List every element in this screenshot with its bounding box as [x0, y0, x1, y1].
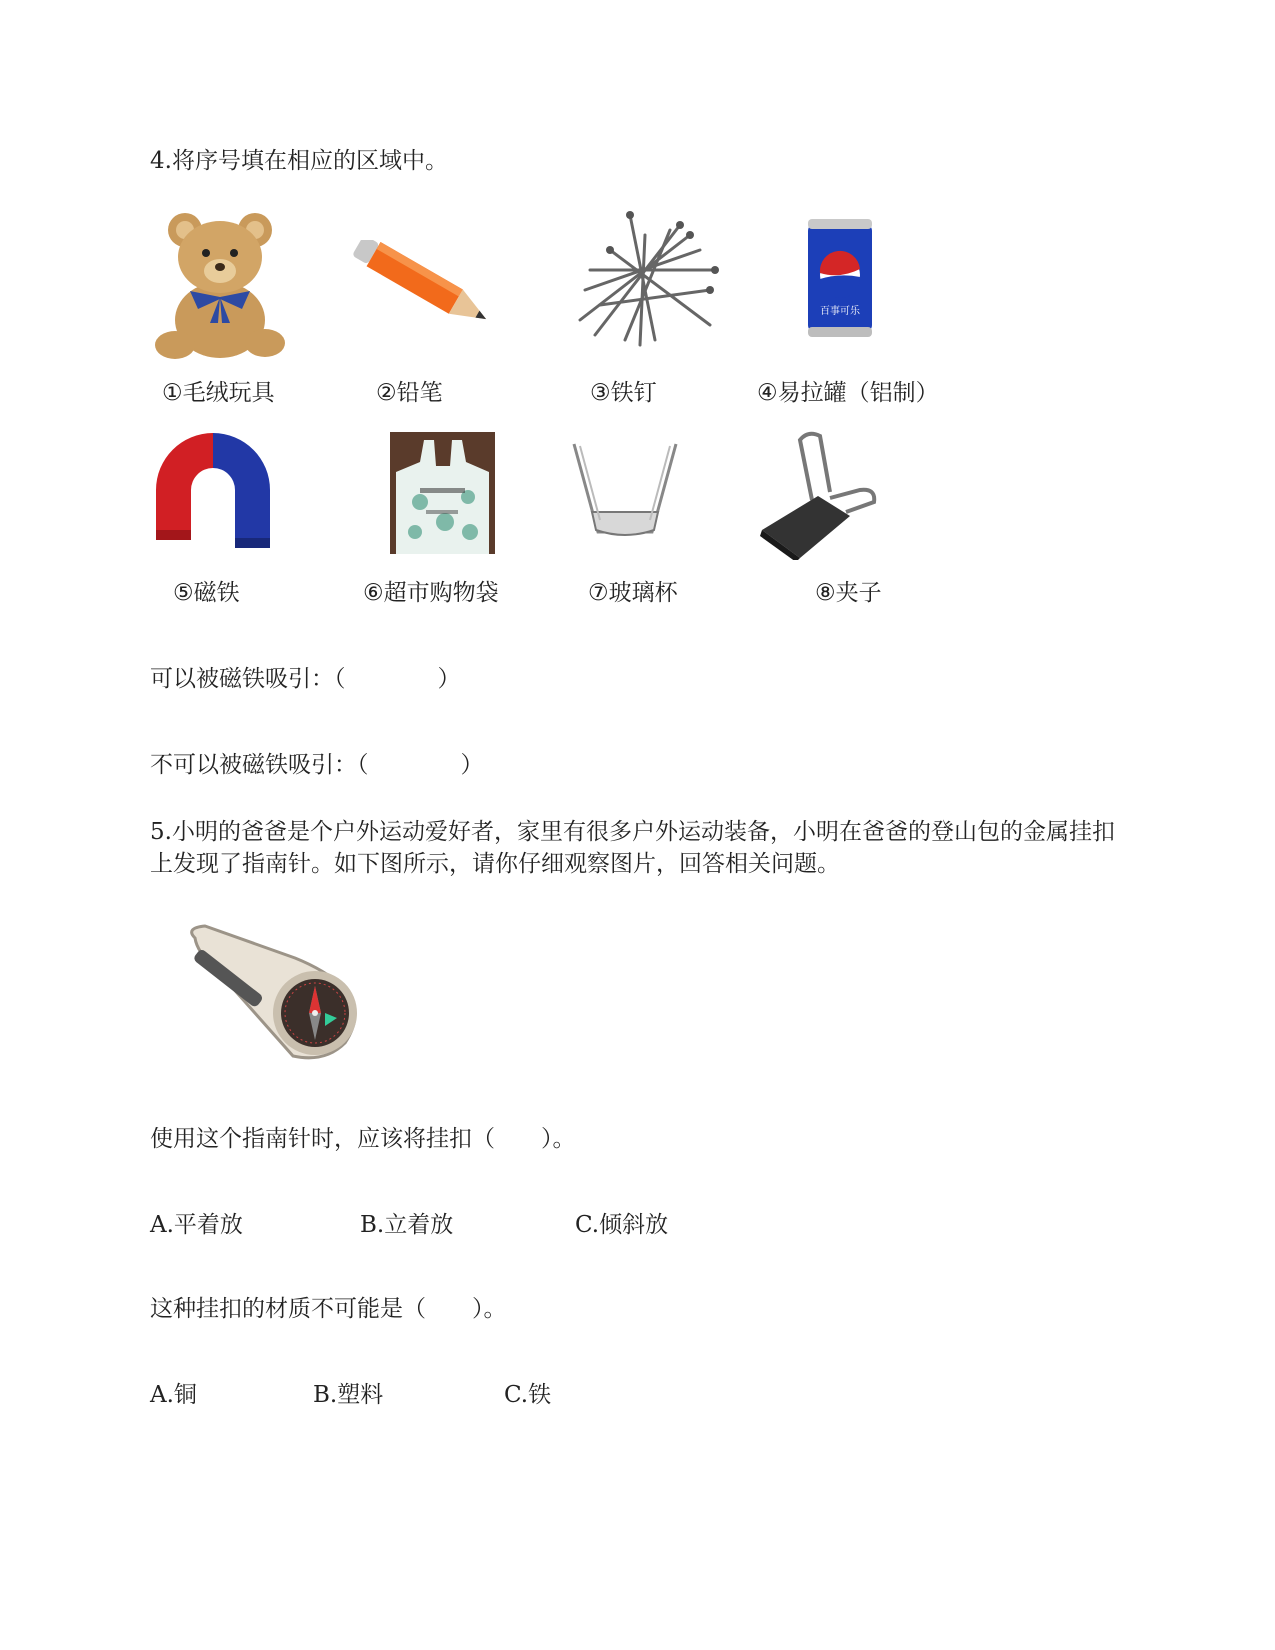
binder-clip-icon [760, 430, 880, 560]
item-label-3: ③铁钉 [590, 380, 657, 406]
soda-can-icon [800, 215, 880, 340]
item-label-6: ⑥超市购物袋 [363, 580, 499, 606]
item-label-8: ⑧夹子 [815, 580, 882, 606]
item-label-1: ①毛绒玩具 [162, 380, 275, 406]
sub2-option-a: A.铜 [150, 1382, 197, 1408]
teddy-bear-icon [150, 205, 290, 360]
glass-cup-icon [570, 440, 680, 545]
pencil-icon [345, 240, 510, 335]
question-5-intro: 5.小明的爸爸是个户外运动爱好者，家里有很多户外运动装备，小明在爸爸的登山包的金属挂扣上发现了指南针。如下图所示，请你仔细观察图片，回答相关问题。 [150, 819, 1115, 877]
sub2-option-b: B.塑料 [313, 1382, 384, 1408]
attract-answer-line: 可以被磁铁吸引：（ ） [150, 666, 461, 692]
sub1-option-a: A.平着放 [150, 1212, 243, 1238]
sub-question-1: 使用这个指南针时，应该将挂扣（ ）。 [150, 1126, 576, 1152]
shopping-bag-icon [390, 432, 495, 554]
compass-carabiner-icon [175, 918, 370, 1068]
sub-question-2: 这种挂扣的材质不可能是（ ）。 [150, 1296, 507, 1322]
iron-nails-icon [570, 210, 720, 350]
item-label-7: ⑦玻璃杯 [588, 580, 678, 606]
not-attract-answer-line: 不可以被磁铁吸引：（ ） [150, 752, 484, 778]
sub1-option-b: B.立着放 [360, 1212, 454, 1238]
item-label-5: ⑤磁铁 [173, 580, 240, 606]
can-brand-text: 百事可乐 [820, 306, 860, 317]
item-label-2: ②铅笔 [376, 380, 443, 406]
horseshoe-magnet-icon [148, 430, 278, 555]
sub2-option-c: C.铁 [504, 1382, 552, 1408]
item-label-4: ④易拉罐（铝制） [757, 380, 939, 406]
sub1-option-c: C.倾斜放 [575, 1212, 669, 1238]
question-4-title: 4.将序号填在相应的区域中。 [150, 148, 448, 174]
